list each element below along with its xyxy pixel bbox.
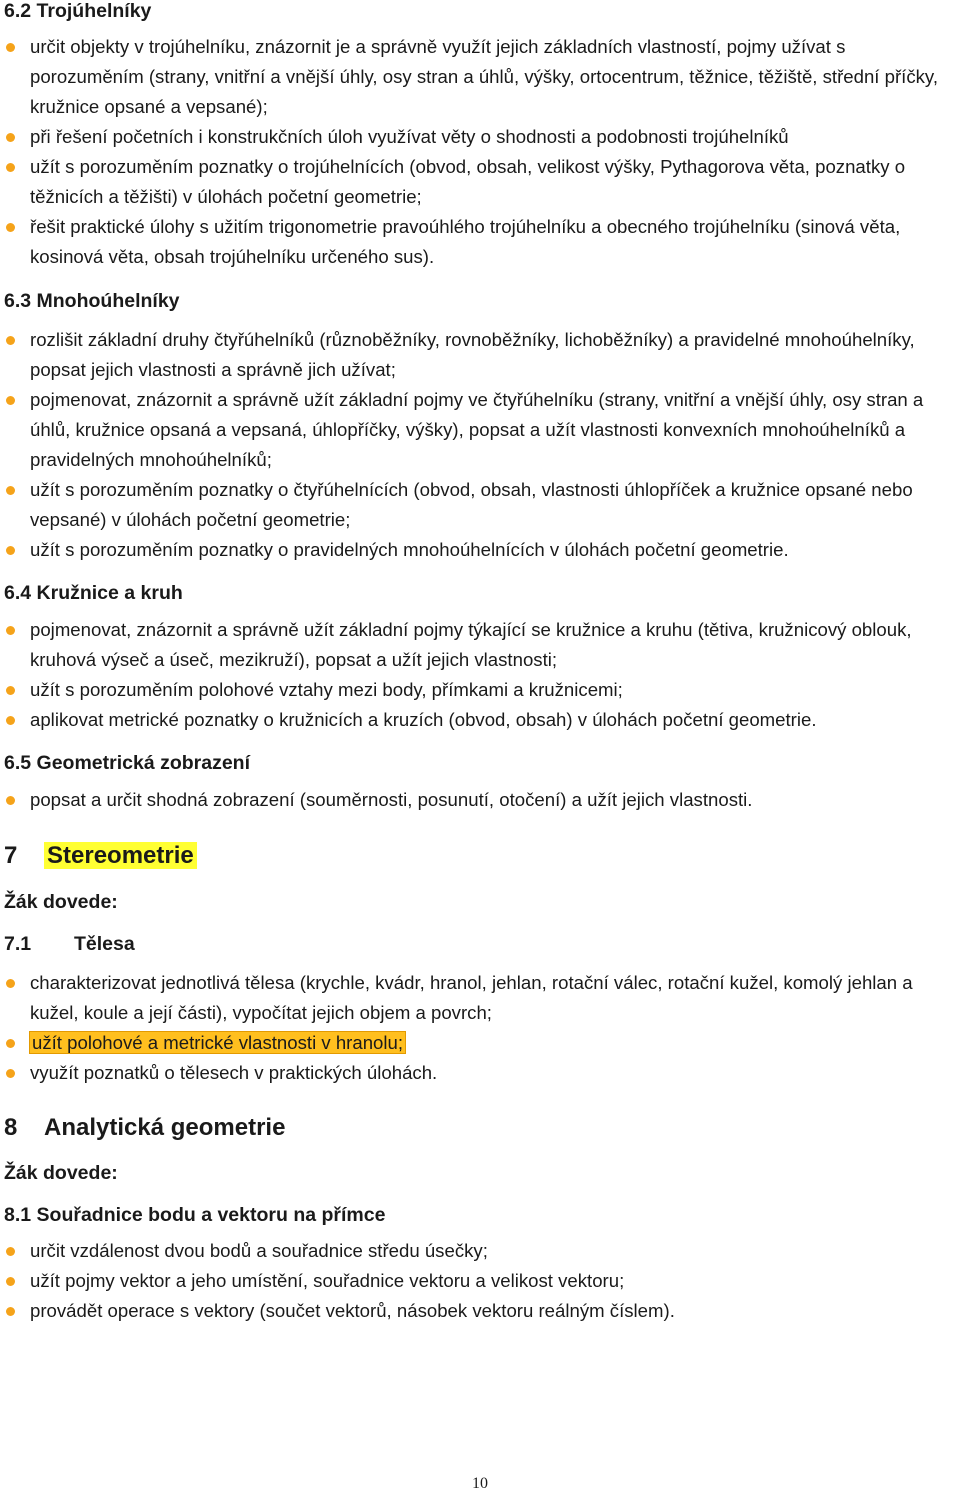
list-item-text: určit vzdálenost dvou bodů a souřadnice středu úsečky; [30,1240,488,1261]
list-item [0,152,960,212]
section-6-5 [0,752,960,815]
list-item [0,1236,960,1266]
list-item [0,1028,960,1058]
bullet-icon [6,1277,15,1286]
bullet-icon [6,223,15,232]
bullet-icon [6,1069,15,1078]
bullet-icon [6,43,15,52]
chapter-title: Stereometrie [44,842,197,869]
bullet-icon [6,1307,15,1316]
list-item-text: rozlišit základní druhy čtyřúhelníků (různoběžníky, rovnoběžníky, lichoběžníky) a pravidelné mnohoúhelníky, popsat jejich vlastnosti a správně jich užívat; [30,329,915,380]
bullet-icon [6,1247,15,1256]
section-heading: 6.2 Trojúhelníky [4,0,152,22]
list-item-text: užít s porozuměním poznatky o čtyřúhelnících (obvod, obsah, vlastnosti úhlopříček a kružnice opsané nebo vepsané) v úlohách početní geometrie; [30,479,913,530]
section-title: Tělesa [74,933,135,955]
bullet-list [0,968,960,1088]
list-item-text: užít s porozuměním poznatky o trojúhelnících (obvod, obsah, velikost výšky, Pythagorova věta, poznatky o těžnicích a těžišti) v úlohách početní geometrie; [30,156,906,207]
bullet-list [0,325,960,565]
list-item [0,32,960,122]
list-item-text: provádět operace s vektory (součet vektorů, násobek vektoru reálným číslem). [30,1300,675,1321]
page-number: 10 [472,1475,488,1492]
list-item [0,325,960,385]
bullet-icon [6,626,15,635]
list-item-text: užít pojmy vektor a jeho umístění, souřadnice vektoru a velikost vektoru; [30,1270,625,1291]
list-item [0,705,960,735]
section-heading [0,933,960,955]
list-item [0,122,960,152]
list-item [0,968,960,1028]
subheading-zak-dovede: Žák dovede: [4,891,118,913]
section-6-4 [0,582,960,735]
list-item [0,475,960,535]
list-item-text: při řešení početních i konstrukčních úloh využívat věty o shodnosti a podobnosti trojúhelníků [30,126,789,147]
bullet-icon [6,979,15,988]
list-item [0,1296,960,1326]
section-6-2 [0,0,960,272]
list-item-text: využít poznatků o tělesech v praktických úlohách. [30,1062,438,1083]
bullet-icon [6,1039,15,1048]
list-item-text: užít s porozuměním poznatky o pravidelných mnohoúhelnících v úlohách početní geometrie. [30,539,789,560]
bullet-icon [6,133,15,142]
list-item [0,1058,960,1088]
bullet-icon [6,686,15,695]
bullet-icon [6,163,15,172]
bullet-list [0,32,960,272]
chapter-number: 7 [4,842,18,869]
list-item-text: užít s porozuměním polohové vztahy mezi body, přímkami a kružnicemi; [30,679,623,700]
chapter-title: Analytická geometrie [44,1114,286,1141]
chapter-heading [0,1113,960,1143]
list-item [0,675,960,705]
subheading-zak-dovede: Žák dovede: [4,1162,118,1184]
list-item [0,1266,960,1296]
list-item [0,785,960,815]
list-item [0,385,960,475]
bullet-icon [6,716,15,725]
bullet-list [0,615,960,735]
section-heading: 6.5 Geometrická zobrazení [4,752,251,774]
bullet-icon [6,486,15,495]
list-item [0,615,960,675]
list-item [0,535,960,565]
bullet-list [0,785,960,815]
chapter-8 [0,1113,960,1326]
chapter-number: 8 [4,1114,18,1141]
section-heading: 6.3 Mnohoúhelníky [4,290,180,312]
chapter-heading [0,841,960,871]
bullet-icon [6,796,15,805]
list-item-text-highlighted: užít polohové a metrické vlastnosti v hranolu; [32,1032,404,1053]
list-item [0,212,960,272]
chapter-7 [0,841,960,1088]
list-item-text: aplikovat metrické poznatky o kružnicích a kruzích (obvod, obsah) v úlohách početní geometrie. [30,709,817,730]
list-item-text: popsat a určit shodná zobrazení (souměrnosti, posunutí, otočení) a užít jejich vlastnosti. [30,789,753,810]
list-item-text: řešit praktické úlohy s užitím trigonometrie pravoúhlého trojúhelníku a obecného trojúhelníku (sinová věta, kosinová věta, obsah trojúhelníku určeného sus). [30,216,901,267]
list-item-text: pojmenovat, znázornit a správně užít základní pojmy ve čtyřúhelníku (strany, vnitřní a vnější úhly, osy stran a úhlů, kružnice opsaná a vepsaná, úhlopříčky, výšky), popsat a užít vlastnosti konvexních mnohoúhelníků a pravidelných mnohoúhelníků; [30,389,924,470]
list-item-text: určit objekty v trojúhelníku, znázornit je a správně využít jejich základních vlastností, pojmy užívat s porozuměním (strany, vnitřní a vnější úhly, osy stran a úhlů, výšky, ortocentrum, těžnice, těžiště, střední příčky, kružnice opsané a vepsané); [30,36,938,117]
list-item-text: charakterizovat jednotlivá tělesa (krychle, kvádr, hranol, jehlan, rotační válec, rotační kužel, komolý jehlan a kužel, koule a její části), vypočítat jejich objem a povrch; [30,972,913,1023]
list-item-text: pojmenovat, znázornit a správně užít základní pojmy týkající se kružnice a kruhu (tětiva, kružnicový oblouk, kruhová výseč a úseč, mezikruží), popsat a užít jejich vlastnosti; [30,619,912,670]
section-number: 7.1 [4,933,32,955]
section-heading: 6.4 Kružnice a kruh [4,582,183,604]
bullet-icon [6,546,15,555]
bullet-icon [6,336,15,345]
bullet-icon [6,396,15,405]
bullet-list [0,1236,960,1326]
section-heading: 8.1 Souřadnice bodu a vektoru na přímce [4,1204,386,1226]
section-6-3 [0,290,960,565]
